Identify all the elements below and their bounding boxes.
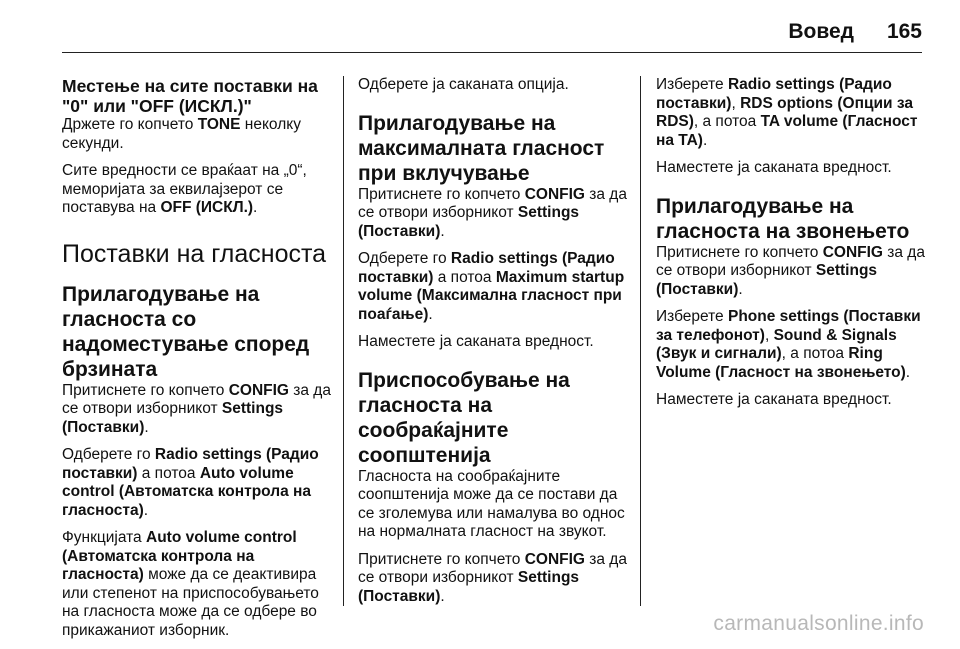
keyword: CONFIG xyxy=(524,185,585,203)
keyword: Phone settings (Поставки за телефонот) xyxy=(656,308,921,344)
heading-traffic-volume: Приспособување на гласноста на сообраќајните соопштенија xyxy=(358,368,570,467)
column-divider xyxy=(343,76,344,606)
keyword: CONFIG xyxy=(822,243,883,261)
keyword: Settings (Поставки) xyxy=(62,400,284,436)
keyword: Maximum startup volume (Максимална гласност при поаѓање) xyxy=(358,268,625,323)
keyword: Radio settings (Радио поставки) xyxy=(62,446,319,482)
paragraph: Функцијата Auto volume control (Автоматска контрола на гласноста) може да се деактивира или степенот на приспособувањето на гласноста може да се одбере во прикажаниот изборник. xyxy=(62,529,319,639)
paragraph: Одберете го Radio settings (Радио поставки) а потоа Auto volume control (Автоматска контрола на гласноста). xyxy=(62,446,319,519)
heading-speed-volume: Прилагодување на гласноста со надоместување според брзината xyxy=(62,282,310,381)
keyword: OFF (ИСКЛ.) xyxy=(160,199,254,216)
keyword: RDS options (Опции за RDS) xyxy=(656,94,913,130)
column-2 xyxy=(358,76,630,615)
header-title: Вовед xyxy=(788,20,854,43)
paragraph: Наместете ја саканата вредност. xyxy=(656,391,892,408)
keyword: Sound & Signals (Звук и сигнали) xyxy=(656,326,897,362)
keyword: Radio settings (Радио поставки) xyxy=(656,76,892,112)
paragraph: Изберете Radio settings (Радио поставки), RDS options (Опции за RDS), а потоа TA volume (Гласност на TA). xyxy=(656,76,918,149)
keyword: CONFIG xyxy=(228,381,289,399)
page-number: 165 xyxy=(886,20,922,43)
paragraph: Одберете го Radio settings (Радио поставки) а потоа Maximum startup volume (Максимална гласност при поаѓање). xyxy=(358,250,625,323)
paragraph: Притиснете го копчето CONFIG за да се отвори изборникот Settings (Поставки). xyxy=(358,550,627,605)
column-1 xyxy=(62,76,334,649)
keyword: Ring Volume (Гласност на звонењето) xyxy=(656,345,906,381)
paragraph: Наместете ја саканата вредност. xyxy=(358,333,594,350)
keyword: Settings (Поставки) xyxy=(358,569,580,605)
heading-max-startup-volume: Прилагодување на максималната гласност при вклучување xyxy=(358,111,605,185)
keyword: Auto volume control (Автоматска контрола на гласноста) xyxy=(62,464,312,519)
page-header xyxy=(62,18,922,53)
watermark: carmanualsonline.info xyxy=(713,612,924,635)
section-title: Поставки на гласноста xyxy=(62,239,327,268)
keyword: Auto volume control (Автоматска контрола на гласноста) xyxy=(62,529,297,583)
keyword: Settings (Поставки) xyxy=(656,262,878,298)
paragraph: Притиснете го копчето CONFIG за да се отвори изборникот Settings (Поставки). xyxy=(358,185,627,240)
heading-ring-volume: Прилагодување на гласноста на звонењето xyxy=(656,194,910,243)
keyword: Settings (Поставки) xyxy=(358,204,580,240)
keyword: Radio settings (Радио поставки) xyxy=(358,250,615,286)
keyword: CONFIG xyxy=(524,550,585,568)
paragraph: Одберете ја саканата опција. xyxy=(358,76,569,93)
paragraph: Изберете Phone settings (Поставки за телефонот), Sound & Signals (Звук и сигнали), а потоа Ring Volume (Гласност на звонењето). xyxy=(656,308,921,381)
paragraph: Притиснете го копчето CONFIG за да се отвори изборникот Settings (Поставки). xyxy=(656,243,925,298)
paragraph: Притиснете го копчето CONFIG за да се отвори изборникот Settings (Поставки). xyxy=(62,381,331,436)
heading-reset-all: Местење на сите поставки на "0" или "OFF (ИСКЛ.)" xyxy=(62,76,318,116)
column-3 xyxy=(656,76,928,419)
paragraph: Гласноста на сообраќајните соопштенија може да се постави да се зголемува или намалува во однос на нормалната гласност на звукот. xyxy=(358,467,625,540)
keyword: TONE xyxy=(197,116,241,133)
paragraph: Наместете ја саканата вредност. xyxy=(656,159,892,176)
keyword: TA volume (Гласност на TA) xyxy=(656,113,918,149)
paragraph: Сите вредности се враќаат на „0“, меморијата за еквилајзерот се поставува на OFF (ИСКЛ.). xyxy=(62,162,307,216)
paragraph: Држете го копчето TONE неколку секунди. xyxy=(62,116,301,152)
column-divider xyxy=(640,76,641,606)
